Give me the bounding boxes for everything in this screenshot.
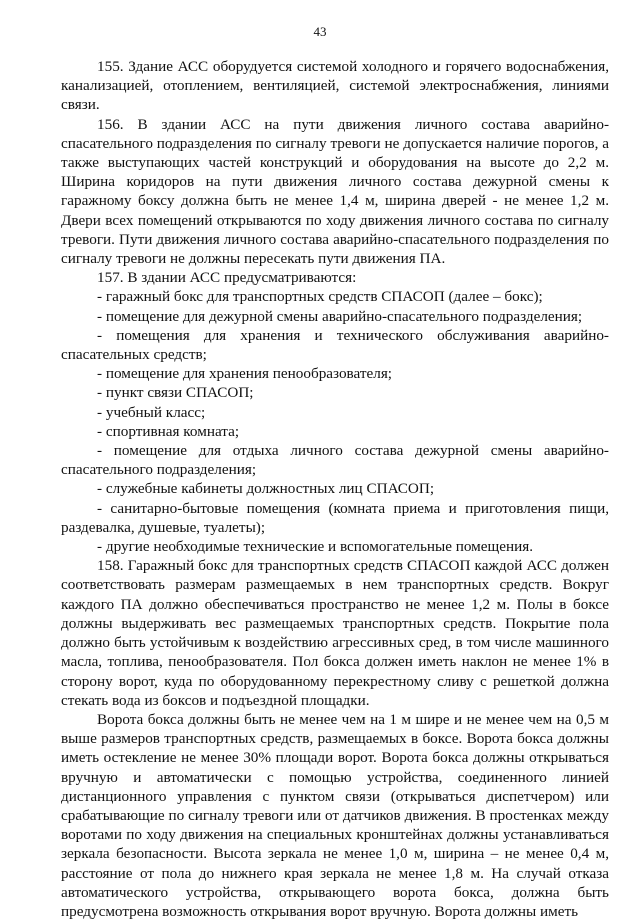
paragraph-156: 156. В здании АСС на пути движения личного состава аварийно-спасательного подразделения по сигналу тревоги не допускается наличие порогов, а также выступающих частей конструкций и оборудования на высоте до 2,2 м. Ширина коридоров на пути движения личного состава дежурной смены к гаражному боксу должна быть не менее 1,4 м, ширина дверей - не менее 1,2 м. Двери всех помещений открываются по ходу движения личного состава по сигналу тревоги. Пути движения личного состава аварийно-спасательного подразделения по сигналу тревоги не должны пересекать пути движения ПА. [61, 115, 609, 268]
list-item: - пункт связи СПАСОП; [97, 384, 254, 402]
list-item: - гаражный бокс для транспортных средств СПАСОП (далее – бокс); [97, 288, 543, 306]
list-item: - помещение для дежурной смены аварийно-спасательного подразделения; [97, 307, 583, 325]
list-item: - санитарно-бытовые помещения (комната приема и приготовления пищи, раздевалка, душевые, туалеты); [61, 499, 609, 536]
paragraph-gates: Ворота бокса должны быть не менее чем на 1 м шире и не менее чем на 0,5 м выше размеров транспортных средств, размещаемых в боксе. Ворота бокса должны иметь остекление не менее 30% площади ворот. Ворота бокса должны открываться вручную и автоматически с помощью устройства, соединенного линией дистанционного управления с пунктом связи (открываться диспетчером) или срабатывающие по сигналу тревоги или от датчиков движения. В простенках между воротами по ходу движения на специальных кронштейнах должны устанавливаться зеркала безопасности. Высота зеркала не менее 1,0 м, ширина – не менее 0,4 м, расстояние от пола до нижнего края зеркала не менее 1,8 м. На случай отказа автоматического устройства, открывающего ворота бокса, должна быть предусмотрена возможность открывания ворот вручную. Ворота должны иметь [61, 710, 609, 920]
list-item: - учебный класс; [97, 403, 206, 421]
list-item: - помещение для отдыха личного состава дежурной смены аварийно-спасательного подразделения; [61, 442, 609, 479]
list-item: - служебные кабинеты должностных лиц СПАСОП; [97, 480, 435, 498]
page-number: 43 [313, 24, 327, 39]
paragraph-157: 157. В здании АСС предусматриваются: [97, 269, 357, 287]
document-body [61, 57, 609, 921]
list-item: - спортивная комната; [97, 422, 240, 440]
list-item: - другие необходимые технические и вспомогательные помещения. [97, 538, 533, 556]
paragraph-155: 155. Здание АСС оборудуется системой холодного и горячего водоснабжения, канализацией, отоплением, вентиляцией, системой электроснабжения, линиями связи. [61, 58, 609, 114]
list-item: - помещения для хранения и технического обслуживания аварийно-спасательных средств; [61, 326, 609, 364]
list-item: - помещение для хранения пенообразователя; [97, 365, 393, 383]
paragraph-158: 158. Гаражный бокс для транспортных средств СПАСОП каждой АСС должен соответствовать размерам размещаемых в нем транспортных средств. Вокруг каждого ПА должно обеспечиваться пространство не менее 1,2 м. Полы в боксе должны выдерживать вес размещаемых транспортных средств. Покрытие пола должно быть устойчивым к воздействию агрессивных сред, в том числе машинного масла, топлива, пенообразователя. Пол бокса должен иметь наклон не менее 1% в сторону ворот, куда по оборудованному перекрестному сливу с решеткой должна стекать вода из боксов и подъездной площадки. [61, 557, 609, 709]
